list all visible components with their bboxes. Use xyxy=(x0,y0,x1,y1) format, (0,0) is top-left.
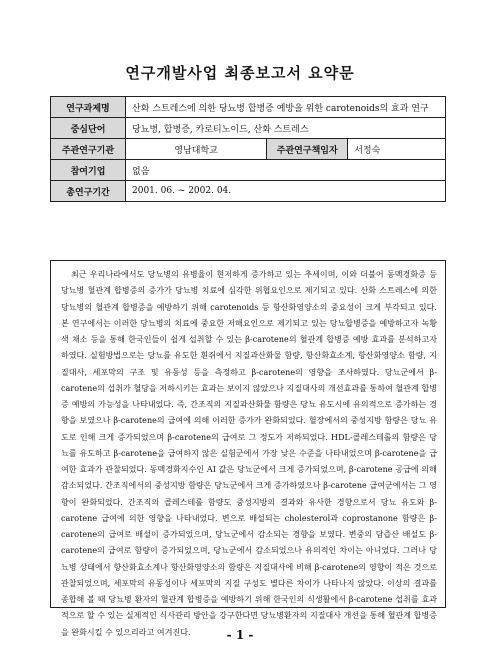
summary-body-box xyxy=(50,260,446,637)
participating-label: 참여기업 xyxy=(51,160,126,181)
keywords-label: 중심단어 xyxy=(51,118,126,139)
table-row xyxy=(51,160,446,181)
project-title-label: 연구과제명 xyxy=(51,97,126,118)
table-row xyxy=(51,181,446,202)
period-value: 2001. 06. ~ 2002. 04. xyxy=(126,181,446,202)
period-label: 총연구기간 xyxy=(51,181,126,202)
project-title-value: 산화 스트레스에 의한 당뇨병 합병증 예방을 위한 carotenoids의 효과 연구 xyxy=(126,97,446,118)
summary-info-table xyxy=(50,96,446,202)
keywords-value: 당뇨병, 합병증, 카로티노이드, 산화 스트레스 xyxy=(126,118,446,139)
pi-value: 서정숙 xyxy=(348,139,446,160)
table-row xyxy=(51,97,446,118)
participating-value: 없음 xyxy=(126,160,446,181)
table-row xyxy=(51,139,446,160)
page-title: 연구개발사업 최종보고서 요약문 xyxy=(125,64,355,82)
summary-body-text: 최근 우리나라에서도 당뇨병의 유병율이 현저하게 증가하고 있는 추세이며, 이와 더불어 동맥경화증 등 당뇨병 혈관계 합병증의 증가가 당뇨병 치료에 심각한 위협요인으로 제기되고 있다. 산화 스트레스에 의한 당뇨병의 혈관계 합병증을 예방하기 위해 carotenoids 등 항산화영양소의 중요성이 크게 부각되고 있다. 본 연구에서는 이러한 당뇨병의 치료에 중요한 저해요인으로 제기되고 있는 당뇨합병증을 예방하고자 녹황색 채소 등을 통해 한국인들이 쉽게 섭취할 수 있는 β-carotene의 혈관계 합병증 예방 효과를 분석하고자 하였다. 실험방법으로는 당뇨를 유도한 흰쥐에서 지질과산화물 함량, 항산화효소계, 항산화영양소 함량, 지질대사, 세포막의 구조 및 유동성 등을 측정하고 β-carotene의 영향을 조사하였다. 당뇨군에서 β-carotene의 섭취가 혈당을 저하시키는 효과는 보이지 않았으나 지질대사의 개선효과를 통하여 혈관계 합병증 예방의 가능성을 나타내었다. 즉, 간조직의 지질과산화물 함량은 당뇨 유도시에 유의적으로 증가하는 경향을 보였으나 β-carotene의 급여에 의해 이러한 증가가 완화되었다. 혈장에서의 중성지방 함량은 당뇨 유도로 인해 크게 증가되었으며 β-carotene의 급여로 그 정도가 저하되었다. HDL-콜레스테롤의 함량은 당뇨를 유도하고 β-carotene을 급여하지 않은 실험군에서 가장 낮은 수준을 나타내었으며 β-carotene을 급여한 효과가 관찰되었다. 동맥경화지수인 AI 값은 당뇨군에서 크게 증가되었으며, β-carotene 공급에 의해 감소되었다. 간조직에서의 중성지방 함량은 당뇨군에서 크게 증가하였으나 β-carotene 급여군에서는 그 영향이 완화되었다. 간조직의 콜레스테롤 함량도 중성지방의 결과와 유사한 경향으로서 당뇨 유도와 β-carotene 급여에 의한 영향을 나타내었다. 변으로 배설되는 cholesterol과 coprostanone 함량은 β-carotene의 급여로 배설이 증가되었으며, 당뇨군에서 감소되는 경향을 보였다. 변중의 담즙산 배설도 β-carotene의 급여로 함량이 증가되었으며, 당뇨군에서 감소되었으나 유의적인 차이는 아니었다. 그러나 당뇨병 상태에서 항산화효소계나 항산화영양소의 함량은 지질대사에 비해 β-carotene의 영향이 적은 것으로 관찰되었으며, 세포막의 유동성이나 세포막의 지질 구성도 별다른 차이가 나타나지 않았다. 이상의 결과를 종합해 볼 때 당뇨병 환자의 혈관계 합병증을 예방하기 위해 한국인의 식생활에서 β-carotene 섭취를 효과적으로 할 수 있는 실제적인 식사관리 방안을 강구한다면 당뇨병환자의 지질대사 개선을 통해 혈관계 합병증을 완화시킬 수 있으리라고 여겨진다. xyxy=(61,270,437,637)
institution-label: 주관연구기관 xyxy=(51,139,126,160)
institution-value: 영남대학교 xyxy=(126,139,267,160)
pi-label: 주관연구책임자 xyxy=(267,139,348,160)
table-row xyxy=(51,118,446,139)
page-number: - 1 - xyxy=(226,628,254,642)
